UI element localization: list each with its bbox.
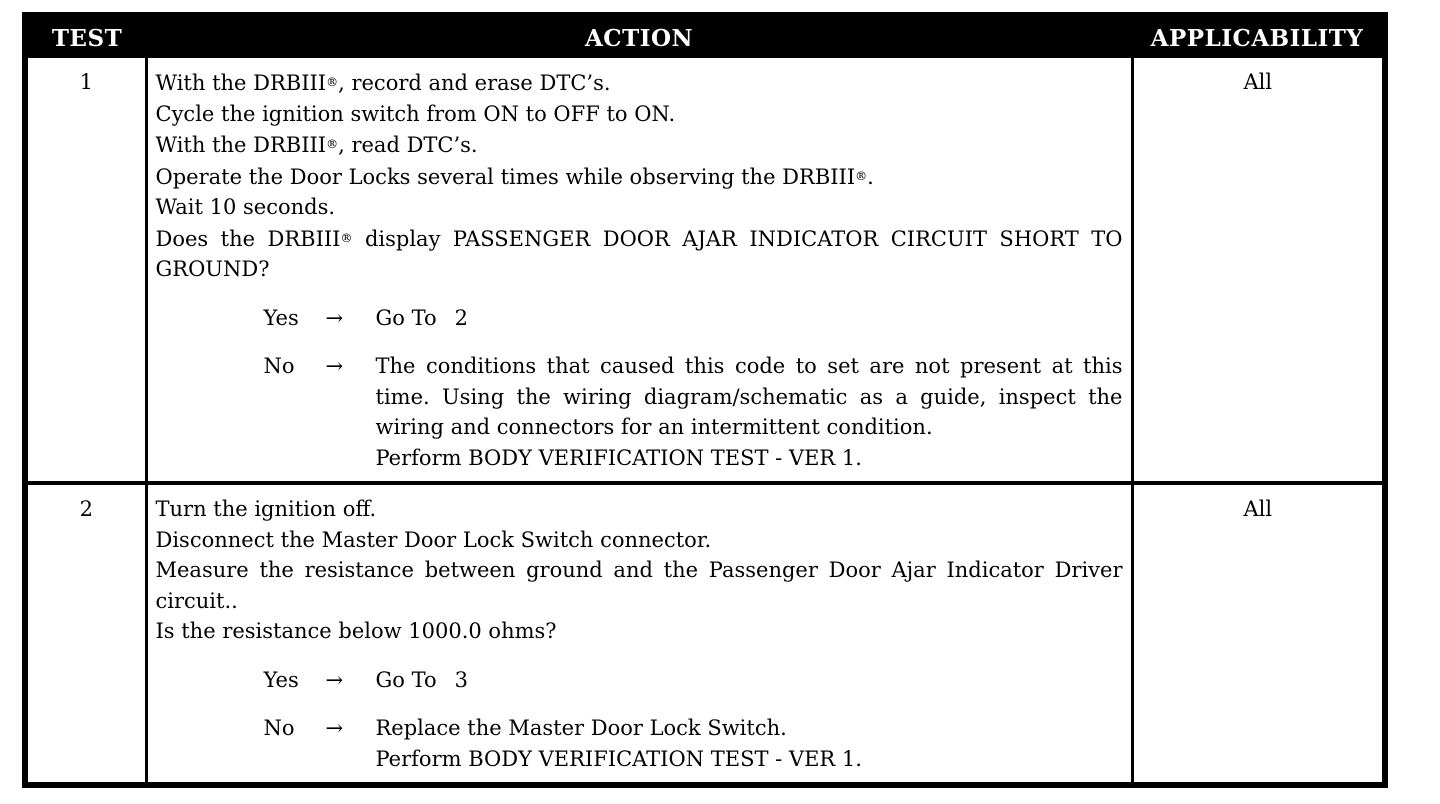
yes-result	[376, 303, 1123, 334]
registered-mark: ®	[855, 168, 868, 183]
yes-branch	[264, 303, 1123, 334]
table-row	[28, 483, 1382, 782]
no-branch	[264, 713, 1123, 774]
test-number: 2	[28, 483, 146, 782]
action-step	[156, 67, 1123, 99]
applicability-value: All	[1132, 483, 1382, 782]
arrow-right-icon: →	[325, 354, 344, 378]
goto-target: 3	[454, 667, 468, 692]
step-text: Disconnect the Master Door Lock Switch connector.	[155, 527, 712, 552]
step-text: Turn the ignition off.	[155, 497, 377, 521]
diagnostic-test-table	[28, 18, 1382, 782]
no-result-text: The conditions that caused this code to set are not present at this time. Using the wiring diagram/schematic as a guide, inspect the wiring and connectors for an intermittent condition.	[375, 354, 1123, 439]
no-branch	[264, 351, 1123, 473]
no-label: No	[263, 716, 295, 740]
step-text: Measure the resistance between ground and the Passenger Door Ajar Indicator Driver circuit..	[155, 558, 1123, 613]
yes-branch	[264, 665, 1123, 696]
step-text: With the DRBIII	[155, 71, 327, 95]
registered-mark: ®	[326, 137, 339, 151]
header-test: TEST	[28, 18, 146, 58]
step-text: display PASSENGER DOOR AJAR INDICATOR CIRCUIT SHORT TO GROUND?	[155, 226, 1123, 281]
arrow-right-icon: →	[325, 716, 344, 740]
no-label: No	[263, 354, 295, 378]
header-action: ACTION	[146, 18, 1132, 58]
goto-text: Go To	[375, 305, 437, 330]
test-number: 1	[28, 58, 146, 483]
action-step	[156, 223, 1123, 285]
action-step	[156, 129, 1123, 161]
diagnostic-table-frame	[22, 12, 1388, 788]
verification-text: Perform BODY VERIFICATION TEST - VER 1.	[375, 746, 862, 771]
action-step	[156, 555, 1123, 616]
no-result	[376, 351, 1123, 473]
no-result-text: Replace the Master Door Lock Switch.	[375, 716, 787, 740]
yes-label: Yes	[263, 305, 299, 330]
yes-result	[376, 665, 1123, 696]
step-text: Does the DRBIII	[155, 226, 341, 251]
header-applicability: APPLICABILITY	[1132, 18, 1382, 58]
action-step	[156, 192, 1123, 223]
step-text: , read DTC’s.	[338, 133, 478, 157]
arrow-right-icon: →	[325, 667, 344, 692]
goto-text: Go To	[375, 667, 437, 692]
yes-label: Yes	[263, 667, 299, 692]
step-text: Is the resistance below 1000.0 ohms?	[155, 619, 557, 643]
goto-target: 2	[454, 305, 468, 330]
action-cell	[146, 58, 1132, 483]
step-text: Operate the Door Locks several times while observing the DRBIII	[155, 164, 856, 189]
registered-mark: ®	[340, 230, 353, 245]
registered-mark: ®	[326, 75, 339, 89]
action-step	[156, 99, 1123, 130]
action-step	[156, 616, 1123, 647]
step-text: Wait 10 seconds.	[155, 195, 336, 219]
action-step	[156, 161, 1123, 193]
action-step	[156, 525, 1123, 556]
step-text: With the DRBIII	[155, 133, 327, 157]
action-step	[156, 494, 1123, 525]
table-header-row	[28, 18, 1382, 58]
arrow-right-icon: →	[325, 305, 344, 330]
step-text: Cycle the ignition switch from ON to OFF to ON.	[155, 101, 676, 126]
applicability-value: All	[1243, 70, 1273, 94]
step-text: .	[867, 164, 874, 189]
table-row	[28, 58, 1382, 483]
step-text: , record and erase DTC’s.	[338, 71, 611, 95]
verification-text: Perform BODY VERIFICATION TEST - VER 1.	[375, 445, 862, 470]
no-result	[376, 713, 1123, 774]
action-cell	[146, 483, 1132, 782]
